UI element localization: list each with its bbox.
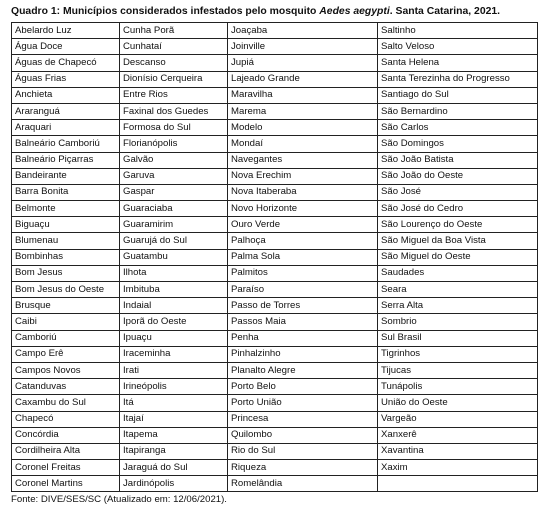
municipality-cell: Pinhalzinho (228, 346, 378, 362)
municipality-cell: Caxambu do Sul (12, 395, 120, 411)
municipality-cell: Sombrio (378, 314, 538, 330)
municipality-cell: Araranguá (12, 103, 120, 119)
municipality-cell: Blumenau (12, 233, 120, 249)
municipality-cell: Tijucas (378, 362, 538, 378)
municipality-cell: Itá (120, 395, 228, 411)
municipality-cell: Abelardo Luz (12, 23, 120, 39)
municipality-cell: Modelo (228, 120, 378, 136)
municipality-cell: Campo Erê (12, 346, 120, 362)
municipality-cell: Penha (228, 330, 378, 346)
municipality-cell: Vargeão (378, 411, 538, 427)
municipality-cell: Riqueza (228, 460, 378, 476)
municipality-cell: Coronel Freitas (12, 460, 120, 476)
municipality-cell: Jupiá (228, 55, 378, 71)
municipality-cell: Guaraciaba (120, 201, 228, 217)
municipality-cell: Bombinhas (12, 249, 120, 265)
municipality-cell: Lajeado Grande (228, 71, 378, 87)
table-row (12, 201, 538, 217)
municipality-cell: Marema (228, 103, 378, 119)
municipality-cell: Barra Bonita (12, 184, 120, 200)
municipality-cell: Xaxim (378, 460, 538, 476)
municipality-cell: União do Oeste (378, 395, 538, 411)
municipality-cell: Guatambu (120, 249, 228, 265)
municipality-cell: Anchieta (12, 87, 120, 103)
table-row (12, 265, 538, 281)
municipality-cell: Biguaçu (12, 217, 120, 233)
municipality-cell: Imbituba (120, 282, 228, 298)
municipality-cell: Porto Belo (228, 379, 378, 395)
municipality-cell: Concórdia (12, 427, 120, 443)
table-row (12, 330, 538, 346)
table-row (12, 395, 538, 411)
table-row (12, 298, 538, 314)
municipality-cell: Balneário Camboriú (12, 136, 120, 152)
municipality-cell: São Miguel do Oeste (378, 249, 538, 265)
table-row (12, 379, 538, 395)
municipality-cell: Indaial (120, 298, 228, 314)
municipality-cell: Salto Veloso (378, 39, 538, 55)
municipality-cell: São Bernardino (378, 103, 538, 119)
municipality-cell: Entre Rios (120, 87, 228, 103)
source-note: Fonte: DIVE/SES/SC (Atualizado em: 12/06/2021). (11, 494, 227, 506)
municipality-cell: Águas de Chapecó (12, 55, 120, 71)
municipality-cell: Faxinal dos Guedes (120, 103, 228, 119)
municipality-cell: Tunápolis (378, 379, 538, 395)
table-body (12, 23, 538, 492)
municipality-cell: Itapiranga (120, 443, 228, 459)
municipality-cell: Paraíso (228, 282, 378, 298)
municipality-cell: Irineópolis (120, 379, 228, 395)
municipality-cell: São Miguel da Boa Vista (378, 233, 538, 249)
municipality-cell: Bandeirante (12, 168, 120, 184)
municipality-cell: Belmonte (12, 201, 120, 217)
municipality-cell: São José do Cedro (378, 201, 538, 217)
table-row (12, 120, 538, 136)
municipality-cell: Palhoça (228, 233, 378, 249)
municipality-cell: Seara (378, 282, 538, 298)
municipality-cell: Navegantes (228, 152, 378, 168)
caption-suffix: . Santa Catarina, 2021. (389, 6, 501, 17)
municipality-cell: Nova Itaberaba (228, 184, 378, 200)
municipality-cell: Porto União (228, 395, 378, 411)
caption-prefix: Quadro 1: Municípios considerados infestados pelo mosquito (11, 6, 317, 17)
municipality-cell: Jaraguá do Sul (120, 460, 228, 476)
municipality-cell: Mondaí (228, 136, 378, 152)
table-row (12, 184, 538, 200)
municipality-cell: Santa Terezinha do Progresso (378, 71, 538, 87)
municipality-cell: Campos Novos (12, 362, 120, 378)
municipality-cell: Irati (120, 362, 228, 378)
table-row (12, 411, 538, 427)
municipality-cell: Jardinópolis (120, 476, 228, 492)
municipality-cell: São Carlos (378, 120, 538, 136)
municipality-cell: Descanso (120, 55, 228, 71)
municipality-cell: Galvão (120, 152, 228, 168)
municipality-cell: Brusque (12, 298, 120, 314)
municipality-cell: Joinville (228, 39, 378, 55)
municipality-cell: Iporã do Oeste (120, 314, 228, 330)
table-row (12, 103, 538, 119)
municipalities-table (11, 22, 538, 492)
municipality-cell: São Lourenço do Oeste (378, 217, 538, 233)
municipality-cell: Ilhota (120, 265, 228, 281)
table-row (12, 87, 538, 103)
municipality-cell: São João Batista (378, 152, 538, 168)
municipality-cell: Chapecó (12, 411, 120, 427)
municipality-cell: Formosa do Sul (120, 120, 228, 136)
municipality-cell: São José (378, 184, 538, 200)
municipality-cell: Romelândia (228, 476, 378, 492)
municipality-cell: Caibi (12, 314, 120, 330)
municipality-cell: Bom Jesus do Oeste (12, 282, 120, 298)
municipality-cell: Xavantina (378, 443, 538, 459)
municipality-cell: Balneário Piçarras (12, 152, 120, 168)
municipality-cell: Água Doce (12, 39, 120, 55)
municipality-cell: Santiago do Sul (378, 87, 538, 103)
municipality-cell: Catanduvas (12, 379, 120, 395)
municipality-cell: Gaspar (120, 184, 228, 200)
municipality-cell: Palma Sola (228, 249, 378, 265)
table-row (12, 55, 538, 71)
municipality-cell: Serra Alta (378, 298, 538, 314)
municipality-cell: Rio do Sul (228, 443, 378, 459)
municipality-cell: Cunhataí (120, 39, 228, 55)
municipality-cell: Planalto Alegre (228, 362, 378, 378)
table-row (12, 362, 538, 378)
table-row (12, 152, 538, 168)
table-row (12, 168, 538, 184)
document-figure (11, 6, 537, 506)
table-row (12, 314, 538, 330)
municipality-cell: Santa Helena (378, 55, 538, 71)
table-row (12, 39, 538, 55)
municipality-cell: Iraceminha (120, 346, 228, 362)
municipality-cell (378, 476, 538, 492)
municipality-cell: Coronel Martins (12, 476, 120, 492)
municipality-cell: Ouro Verde (228, 217, 378, 233)
table-row (12, 217, 538, 233)
municipality-cell: Guarujá do Sul (120, 233, 228, 249)
municipality-cell: Guaramirim (120, 217, 228, 233)
table-row (12, 136, 538, 152)
table-row (12, 346, 538, 362)
municipality-cell: Cordilheira Alta (12, 443, 120, 459)
municipality-cell: Sul Brasil (378, 330, 538, 346)
table-row (12, 460, 538, 476)
municipality-cell: Águas Frias (12, 71, 120, 87)
table-row (12, 443, 538, 459)
table-row (12, 249, 538, 265)
municipality-cell: Xanxerê (378, 427, 538, 443)
table-row (12, 23, 538, 39)
table-row (12, 71, 538, 87)
municipality-cell: Itapema (120, 427, 228, 443)
municipality-cell: Passo de Torres (228, 298, 378, 314)
municipality-cell: Cunha Porã (120, 23, 228, 39)
municipality-cell: São Domingos (378, 136, 538, 152)
municipality-cell: Camboriú (12, 330, 120, 346)
table-row (12, 282, 538, 298)
caption-species: Aedes aegypti (319, 6, 390, 17)
municipality-cell: Passos Maia (228, 314, 378, 330)
municipality-cell: Araquari (12, 120, 120, 136)
municipality-cell: Nova Erechim (228, 168, 378, 184)
municipality-cell: Florianópolis (120, 136, 228, 152)
municipality-cell: Dionísio Cerqueira (120, 71, 228, 87)
table-row (12, 427, 538, 443)
table-row (12, 233, 538, 249)
table-row (12, 476, 538, 492)
municipality-cell: Garuva (120, 168, 228, 184)
table-caption (11, 6, 537, 19)
municipality-cell: Bom Jesus (12, 265, 120, 281)
municipality-cell: Princesa (228, 411, 378, 427)
municipality-cell: Joaçaba (228, 23, 378, 39)
municipality-cell: Saudades (378, 265, 538, 281)
municipality-cell: Tigrinhos (378, 346, 538, 362)
municipality-cell: São João do Oeste (378, 168, 538, 184)
municipality-cell: Ipuaçu (120, 330, 228, 346)
municipality-cell: Palmitos (228, 265, 378, 281)
municipality-cell: Maravilha (228, 87, 378, 103)
municipality-cell: Quilombo (228, 427, 378, 443)
municipality-cell: Novo Horizonte (228, 201, 378, 217)
municipality-cell: Saltinho (378, 23, 538, 39)
municipality-cell: Itajaí (120, 411, 228, 427)
